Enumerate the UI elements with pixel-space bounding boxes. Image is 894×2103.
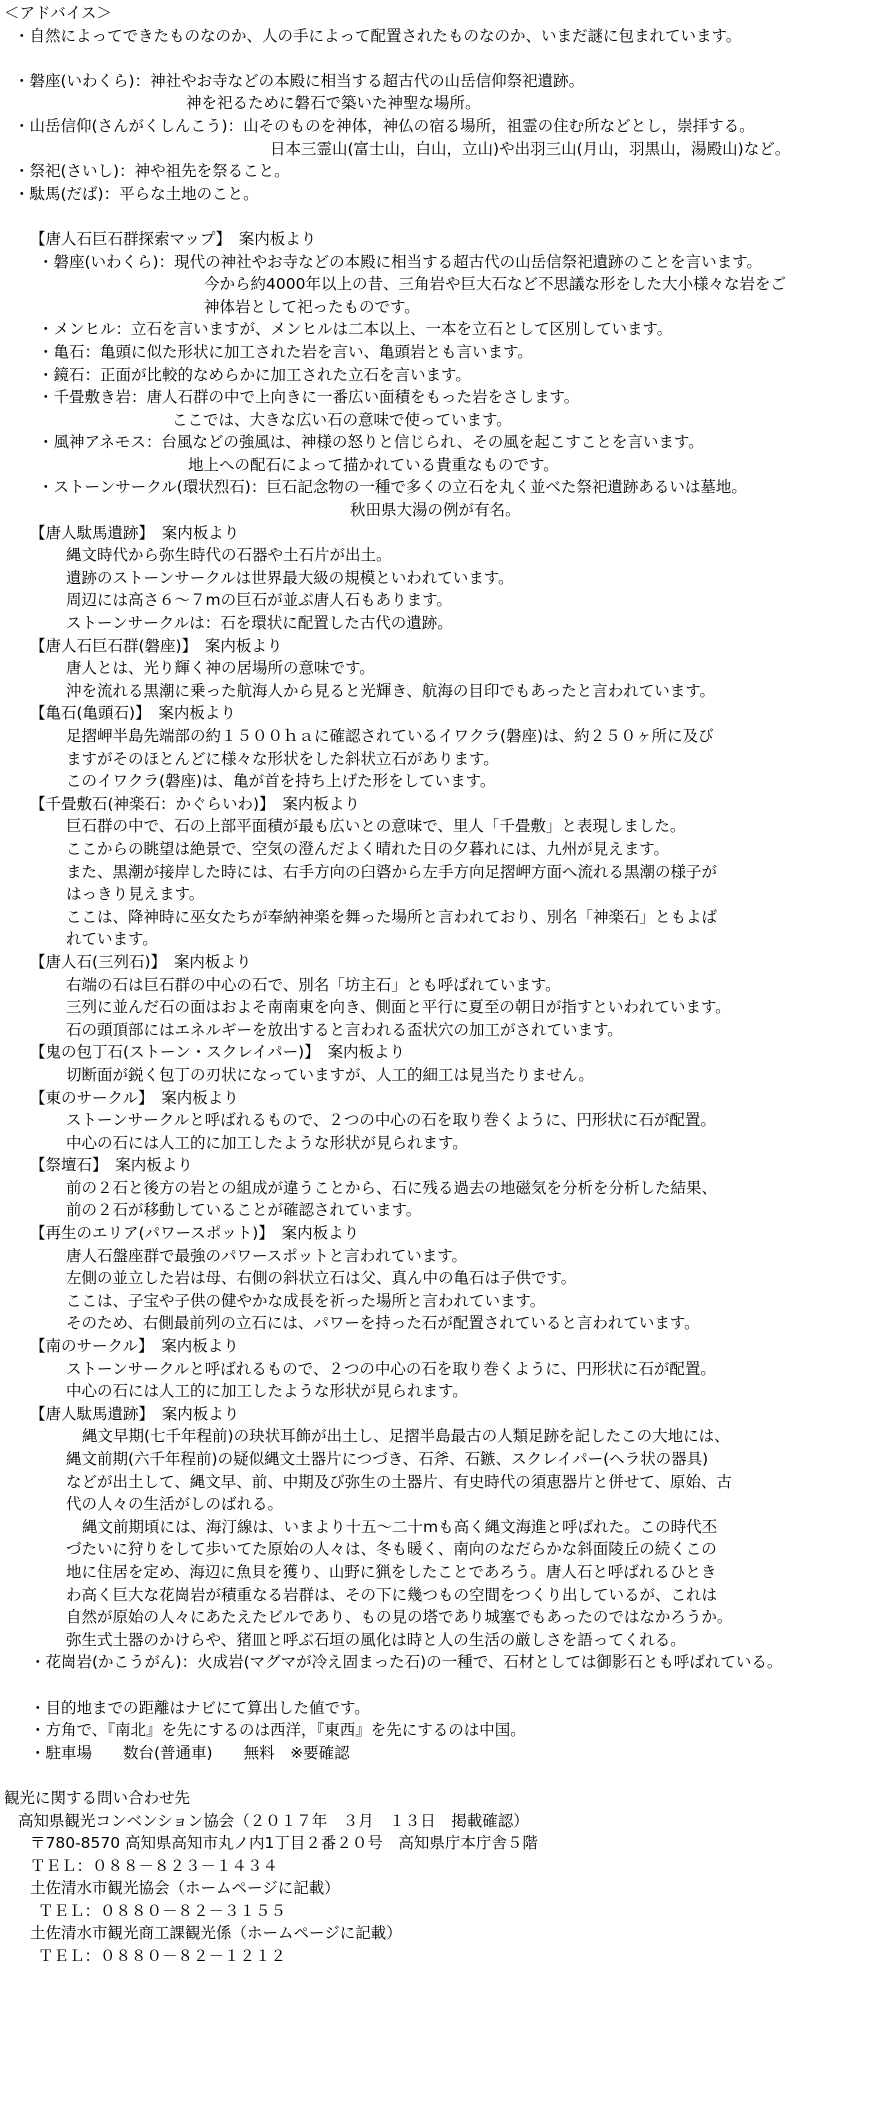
section-heading: 【南のサークル】 案内板より xyxy=(30,1337,239,1356)
spacer xyxy=(0,1764,894,1787)
contact-tel: ＴＥＬ：０８８０－８２－３１５５ xyxy=(38,1901,287,1920)
text-line: ・風神アネモス：台風などの強風は、神様の怒りと信じられ、その風を起こすことを言います。 xyxy=(38,433,704,452)
contact-address: 〒780-8570 高知県高知市丸ノ内1丁目２番２０号 高知県庁本庁舎５階 xyxy=(30,1834,538,1853)
section-heading: 【亀石(亀頭石)】 案内板より xyxy=(30,704,236,723)
text-line: 神体岩として祀ったものです。 xyxy=(204,297,420,316)
text-line: そのため、右側最前列の立石には、パワーを持った石が配置されていると言われています。 xyxy=(66,1314,700,1333)
text-line: 地に住居を定め、海辺に魚貝を獲り、山野に猟をしたことであろう。唐人石と呼ばれるひとき xyxy=(66,1562,717,1581)
contact-tel: ＴＥＬ：０８８－８２３－１４３４ xyxy=(30,1856,279,1875)
contact-heading: 観光に関する問い合わせ先 xyxy=(4,1788,191,1807)
text-line: ・自然によってできたものなのか、人の手によって配置されたものなのか、いまだ謎に包まれています。 xyxy=(14,26,742,45)
text-line: ・花崗岩(かこうがん)：火成岩(マグマが冷え固まった石)の一種で、石材としては御影石とも呼ばれている。 xyxy=(30,1653,783,1672)
text-line: 左側の並立した岩は母、右側の斜状立石は父、真ん中の亀石は子供です。 xyxy=(66,1269,577,1288)
text-line: 唐人石盤座群で最強のパワースポットと言われています。 xyxy=(66,1246,467,1265)
text-line: 今から約4000年以上の昔、三角岩や巨大石など不思議な形をした大小様々な岩をご xyxy=(204,275,786,294)
text-line: わ高く巨大な花崗岩が積重なる岩群は、その下に幾つもの空間をつくり出しているが、これは xyxy=(66,1585,718,1604)
text-line: ・駐車場 数台(普通車) 無料 ※要確認 xyxy=(30,1743,350,1762)
text-line: 弥生式土器のかけらや、猪皿と呼ぶ石垣の風化は時と人の生活の厳しさを語ってくれる。 xyxy=(66,1630,686,1649)
contact-org: 土佐清水市観光商工課観光係（ホームページに記載） xyxy=(30,1924,402,1943)
text-line: 日本三霊山(富士山，白山，立山)や出羽三山(月山，羽黒山，湯殿山)など。 xyxy=(270,139,791,158)
text-line: ・駄馬(だば)：平らな土地のこと。 xyxy=(14,184,259,203)
section-heading: 【鬼の包丁石(ストーン・スクレイパー)】 案内板より xyxy=(30,1043,405,1062)
section-heading: 【唐人石巨石群探索マップ】 案内板より xyxy=(30,229,317,248)
text-line: ・千畳敷き岩：唐人石群の中で上向きに一番広い面積をもった岩をさします。 xyxy=(38,388,580,407)
section-heading: 【唐人駄馬遺跡】 案内板より xyxy=(30,523,240,542)
text-line: づたいに狩りをして歩いてた原始の人々は、冬も暖く、南向のなだらかな斜面陵丘の続くこの xyxy=(66,1540,717,1559)
text-line: 沖を流れる黒潮に乗った航海人から見ると光輝き、航海の目印でもあったと言われています。 xyxy=(66,681,715,700)
section-heading: 【唐人石巨石群(磐座)】 案内板より xyxy=(30,636,283,655)
text-line: ・メンヒル：立石を言いますが、メンヒルは二本以上、一本を立石として区別しています。 xyxy=(38,320,673,339)
section-heading: 【千畳敷石(神楽石：かぐらいわ)】 案内板より xyxy=(30,794,360,813)
text-line: このイワクラ(磐座)は、亀が首を持ち上げた形をしています。 xyxy=(66,772,496,791)
contact-org: 土佐清水市観光協会（ホームページに記載） xyxy=(30,1879,340,1898)
text-line: 右端の石は巨石群の中心の石で、別名「坊主石」とも呼ばれています。 xyxy=(66,975,561,994)
text-line: ・亀石：亀頭に似た形状に加工された岩を言い、亀頭岩とも言います。 xyxy=(38,342,533,361)
text-line: 秋田県大湯の例が有名。 xyxy=(350,501,521,520)
text-line: 縄文前期(六千年程前)の疑似縄文土器片につづき、石斧、石鏃、スクレイパー(ヘラ状の器具) xyxy=(66,1450,709,1468)
text-line: ・磐座(いわくら)：現代の神社やお寺などの本殿に相当する超古代の山岳信祭祀遺跡のことを言います。 xyxy=(38,252,762,271)
text-line: ここは、降神時に巫女たちが奉納神楽を舞った場所と言われており、別名「神楽石」ともよば xyxy=(66,907,718,926)
text-line: 三列に並んだ石の面はおよそ南南東を向き、側面と平行に夏至の朝日が指すといわれています。 xyxy=(66,998,731,1017)
spacer xyxy=(0,205,894,228)
spacer xyxy=(0,1674,894,1697)
text-line: 縄文前期頃には、海汀線は、いまより十五～二十mも高く縄文海進と呼ばれた。この時代丕 xyxy=(82,1517,718,1536)
text-line: 巨石群の中で、石の上部平面積が最も広いとの意味で、里人「千畳敷」と表現しました。 xyxy=(66,817,686,836)
text-line: ・祭祀(さいし)：神や祖先を祭ること。 xyxy=(14,162,290,181)
document-body xyxy=(0,2,894,1968)
text-line: 前の２石が移動していることが確認されています。 xyxy=(66,1201,422,1220)
text-line: などが出土して、縄文早、前、中期及び弥生の土器片、有史時代の須恵器片と併せて、原始、古 xyxy=(66,1472,732,1491)
text-line: ・磐座(いわくら)：神社やお寺などの本殿に相当する超古代の山岳信仰祭祀遺跡。 xyxy=(14,71,585,90)
text-line: 遺跡のストーンサークルは世界最大級の規模といわれています。 xyxy=(66,568,514,587)
section-heading: 【再生のエリア(パワースポット)】 案内板より xyxy=(30,1224,360,1243)
text-line: 神を祀るために磐石で築いた神聖な場所。 xyxy=(186,94,481,113)
text-line: 周辺には高さ６～７mの巨石が並ぶ唐人石もあります。 xyxy=(66,591,452,610)
contact-tel: ＴＥＬ：０８８０－８２－１２１２ xyxy=(38,1947,287,1966)
text-line: 自然が原始の人々にあたえたビルであり、もの見の塔であり城塞でもあったのではなかろうか。 xyxy=(66,1608,733,1627)
text-line: 前の２石と後方の岩との組成が違うことから、石に残る過去の地磁気を分析を分析した結果、 xyxy=(66,1178,718,1197)
text-line: ・目的地までの距離はナビにて算出した値です。 xyxy=(30,1698,370,1717)
section-heading: 【唐人石(三列石)】 案内板より xyxy=(30,952,252,971)
text-line: ・山岳信仰(さんがくしんこう)：山そのものを神体，神仏の宿る場所，祖霊の住む所などとし，崇拝する。 xyxy=(14,116,755,135)
spacer xyxy=(0,47,894,70)
text-line: ストーンサークルと呼ばれるもので、２つの中心の石を取り巻くように、円形状に石が配置。 xyxy=(66,1111,716,1130)
text-line: ますがそのほとんどに様々な形状をした斜状立石があります。 xyxy=(66,749,499,768)
section-heading: 【唐人駄馬遺跡】 案内板より xyxy=(30,1404,240,1423)
text-line: 石の頭頂部にはエネルギーを放出すると言われる盃状穴の加工がされています。 xyxy=(66,1020,623,1039)
text-line: ・方角で、『南北』を先にするのは西洋，『東西』を先にするのは中国。 xyxy=(30,1721,526,1740)
text-line: 中心の石には人工的に加工したような形状が見られます。 xyxy=(66,1133,468,1152)
text-line: 縄文時代から弥生時代の石器や土石片が出土。 xyxy=(66,546,392,565)
text-line: 唐人とは、光り輝く神の居場所の意味です。 xyxy=(66,659,375,678)
text-line: ここは、子宝や子供の健やかな成長を祈った場所と言われています。 xyxy=(66,1291,546,1310)
text-line: ここからの眺望は絶景で、空気の澄んだよく晴れた日の夕暮れには、九州が見えます。 xyxy=(66,839,669,858)
section-heading: ＜アドバイス＞ xyxy=(4,4,113,22)
text-line: ・ストーンサークル(環状烈石)：巨石記念物の一種で多くの立石を丸く並べた祭祀遺跡あるいは墓地。 xyxy=(38,478,747,497)
text-line: 切断面が鋭く包丁の刃状になっていますが、人工的細工は見当たりません。 xyxy=(66,1065,594,1084)
text-line: ・鏡石：正面が比較的なめらかに加工された立石を言います。 xyxy=(38,365,471,384)
text-line: 縄文早期(七千年程前)の玦状耳飾が出土し、足摺半島最古の人類足跡を記したこの大地には、 xyxy=(82,1427,730,1446)
contact-org: 高知県観光コンベンション協会（２０１７年 ３月 １３日 掲載確認） xyxy=(18,1811,529,1830)
text-line: ここでは、大きな広い石の意味で使っています。 xyxy=(172,410,512,429)
text-line: れています。 xyxy=(66,930,158,949)
text-line: また、黒潮が接岸した時には、右手方向の臼碆から左手方向足摺岬方面へ流れる黒潮の様子が xyxy=(66,862,718,881)
text-line: 中心の石には人工的に加工したような形状が見られます。 xyxy=(66,1382,468,1401)
section-heading: 【祭壇石】 案内板より xyxy=(30,1156,193,1175)
text-line: ストーンサークルは：石を環状に配置した古代の遺跡。 xyxy=(66,614,453,633)
text-line: ストーンサークルと呼ばれるもので、２つの中心の石を取り巻くように、円形状に石が配置。 xyxy=(66,1359,716,1378)
text-line: はっきり見えます。 xyxy=(66,885,205,904)
section-heading: 【東のサークル】 案内板より xyxy=(30,1088,239,1107)
text-line: 代の人々の生活がしのばれる。 xyxy=(66,1495,284,1514)
text-line: 足摺岬半島先端部の約１５００ｈａに確認されているイワクラ(磐座)は、約２５０ヶ所に及び xyxy=(66,727,714,745)
text-line: 地上への配石によって描かれている貴重なものです。 xyxy=(188,455,559,474)
